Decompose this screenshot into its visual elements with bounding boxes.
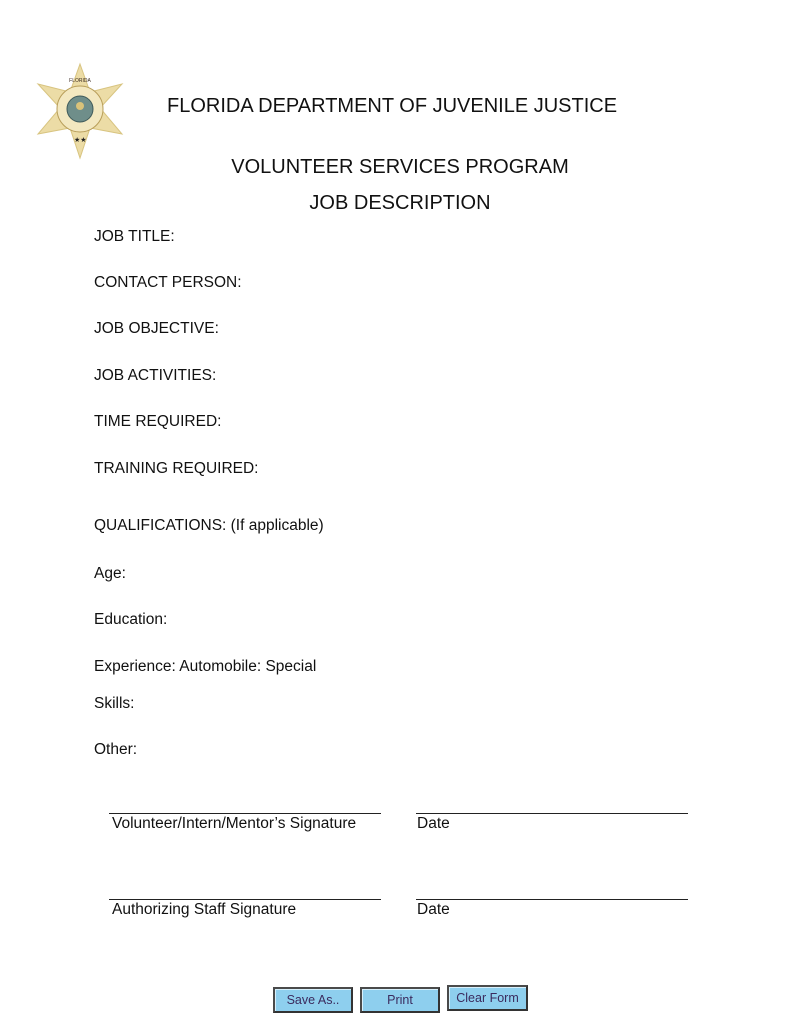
program-title: VOLUNTEER SERVICES PROGRAM [231, 156, 569, 178]
volunteer-signature-line [109, 813, 381, 814]
staff-signature-line [109, 899, 381, 900]
field-time-required: TIME REQUIRED: [94, 413, 222, 430]
field-training-required: TRAINING REQUIRED: [94, 460, 259, 477]
print-button[interactable]: Print [360, 987, 440, 1013]
field-skills: Skills: [94, 695, 135, 712]
field-contact-person: CONTACT PERSON: [94, 274, 242, 291]
field-job-objective: JOB OBJECTIVE: [94, 320, 219, 337]
staff-signature-label: Authorizing Staff Signature [112, 901, 297, 918]
clear-form-button[interactable]: Clear Form [447, 985, 528, 1011]
svg-text:★★: ★★ [74, 137, 87, 144]
agency-seal-badge [30, 62, 130, 162]
field-other: Other: [94, 741, 138, 758]
staff-date-line [416, 899, 688, 900]
field-age: Age: [94, 565, 126, 582]
volunteer-signature-label: Volunteer/Intern/Mentor’s Signature [112, 815, 357, 832]
field-job-title: JOB TITLE: [94, 228, 175, 245]
volunteer-date-line [416, 813, 688, 814]
field-job-activities: JOB ACTIVITIES: [94, 367, 217, 384]
volunteer-date-label: Date [417, 815, 450, 832]
agency-title: FLORIDA DEPARTMENT OF JUVENILE JUSTICE [167, 95, 618, 117]
field-qualifications: QUALIFICATIONS: (If applicable) [94, 517, 324, 534]
field-education: Education: [94, 611, 168, 628]
svg-text:FLORIDA: FLORIDA [69, 78, 91, 84]
staff-date-label: Date [417, 901, 450, 918]
document-title: JOB DESCRIPTION [309, 192, 491, 214]
save-as-button[interactable]: Save As.. [273, 987, 353, 1013]
field-experience: Experience: Automobile: Special [94, 658, 317, 675]
